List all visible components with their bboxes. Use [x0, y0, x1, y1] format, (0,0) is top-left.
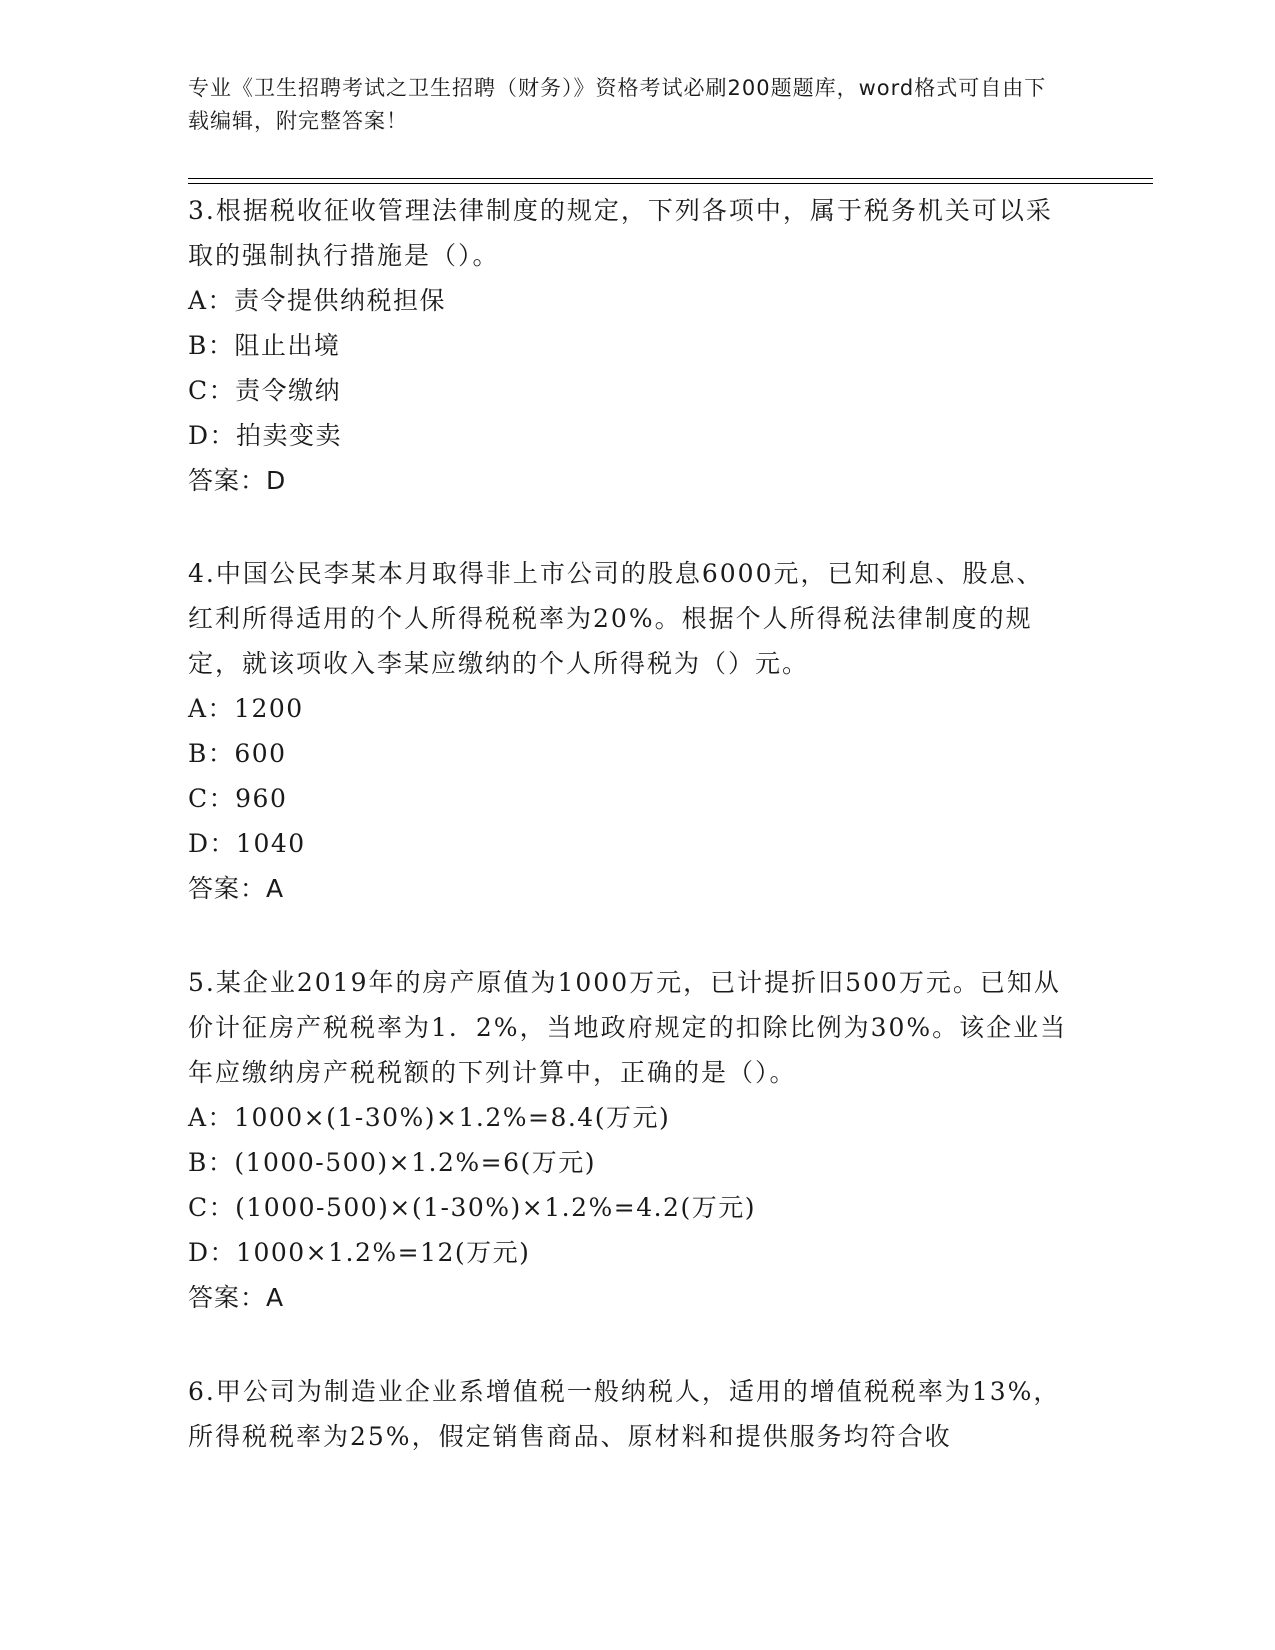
option-list [188, 278, 1068, 458]
option-list [188, 686, 1068, 866]
question-text: 3.根据税收征收管理法律制度的规定，下列各项中，属于税务机关可以采取的强制执行措施是（）。 [188, 196, 1053, 270]
option-c: C：责令缴纳 [188, 376, 342, 405]
question-4 [188, 551, 1068, 911]
question-text: 5.某企业2019年的房产原值为1000万元，已计提折旧500万元。已知从价计征房产税税率为1．2%，当地政府规定的扣除比例为30%。该企业当年应缴纳房产税税额的下列计算中，正确的是（）。 [188, 968, 1068, 1087]
option-d: D：1040 [188, 829, 306, 858]
option-a: A：1000×(1-30%)×1.2%=8.4(万元) [188, 1103, 671, 1132]
option-d: D：拍卖变卖 [188, 421, 343, 450]
question-text: 6.甲公司为制造业企业系增值税一般纳税人，适用的增值税税率为13%，所得税税率为25%，假定销售商品、原材料和提供服务均符合收 [188, 1377, 1061, 1451]
document-header: 专业《卫生招聘考试之卫生招聘（财务）》资格考试必刷200题题库，word格式可自由下载编辑，附完整答案！ [188, 76, 1047, 133]
option-list [188, 1095, 1068, 1275]
question-3 [188, 188, 1068, 503]
option-c: C：(1000-500)×(1-30%)×1.2%=4.2(万元) [188, 1193, 756, 1222]
question-text: 4.中国公民李某本月取得非上市公司的股息6000元，已知利息、股息、红利所得适用的个人所得税税率为20%。根据个人所得税法律制度的规定，就该项收入李某应缴纳的个人所得税为（）元。 [188, 559, 1044, 678]
answer: 答案：A [188, 1283, 285, 1312]
option-b: B：阻止出境 [188, 331, 341, 360]
option-b: B：600 [188, 739, 287, 768]
question-5 [188, 960, 1068, 1320]
answer: 答案：A [188, 874, 285, 903]
option-d: D：1000×1.2%=12(万元) [188, 1238, 531, 1267]
question-6 [188, 1369, 1068, 1459]
header-rule-top [188, 178, 1153, 179]
option-c: C：960 [188, 784, 288, 813]
option-b: B：(1000-500)×1.2%=6(万元) [188, 1148, 596, 1177]
option-a: A：责令提供纳税担保 [188, 286, 447, 315]
answer: 答案：D [188, 466, 287, 495]
option-a: A：1200 [188, 694, 304, 723]
header-rule-bottom [188, 183, 1153, 184]
